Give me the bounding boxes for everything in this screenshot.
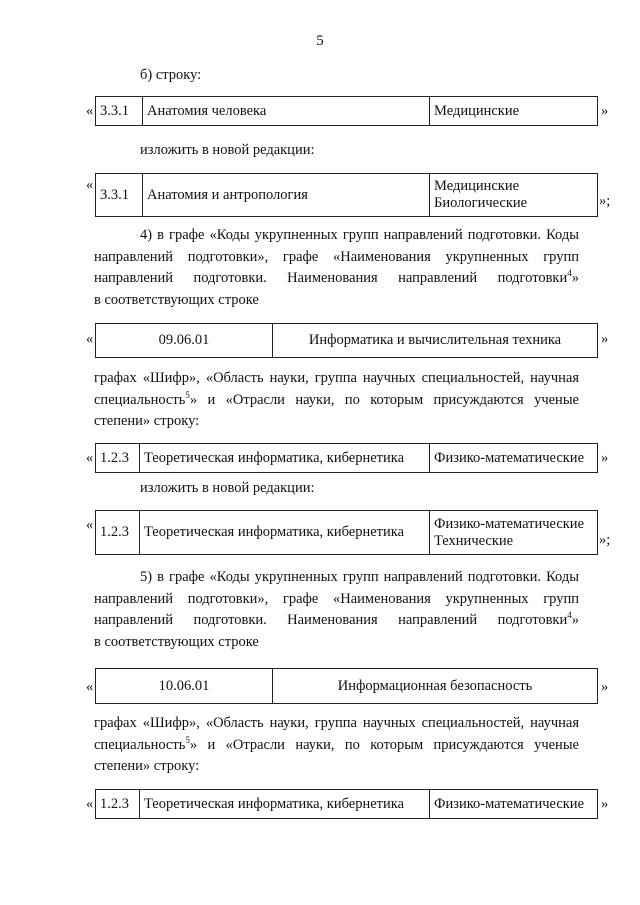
row5-code: 1.2.3 xyxy=(96,511,140,555)
row4-table xyxy=(95,443,598,473)
row5-open-quote: « xyxy=(86,517,94,533)
row3-close-quote: » xyxy=(601,331,609,347)
p5b-line2b: » и «Отрасли науки, по которым присуждаются ученые xyxy=(189,736,579,753)
row1-table xyxy=(95,96,598,126)
row2-name: Анатомия и антропология xyxy=(143,174,430,217)
row6-name: Информационная безопасность xyxy=(273,669,598,704)
p4-line3-end: » xyxy=(571,270,579,286)
p4b-line2b: » и «Отрасли науки, по которым присуждаются ученые xyxy=(189,391,579,408)
paragraph-5 xyxy=(94,567,579,653)
row1-branch: Медицинские xyxy=(430,97,598,126)
intro-b xyxy=(94,65,579,87)
p4b-line2a: специальность xyxy=(94,391,186,408)
row4-open-quote: « xyxy=(86,450,94,466)
paragraph-4b xyxy=(94,368,579,433)
new-edition-2-text: изложить в новой редакции: xyxy=(140,480,315,496)
p5-line4: в соответствующих строке xyxy=(94,633,259,650)
page-number: 5 xyxy=(316,33,324,49)
intro-b-text: б) строку: xyxy=(140,67,202,83)
row3-table xyxy=(95,323,598,358)
row5-name: Теоретическая информатика, кибернетика xyxy=(140,511,430,555)
row5-close-quote: »; xyxy=(599,532,611,548)
row2-branch xyxy=(430,174,598,217)
row6-table xyxy=(95,668,598,704)
p5b-line2a: специальность xyxy=(94,736,186,753)
row6-code: 10.06.01 xyxy=(96,669,273,704)
row2-code: 3.3.1 xyxy=(96,174,143,217)
p5b-line2 xyxy=(94,735,579,757)
row2-branch-1: Медицинские xyxy=(434,178,520,194)
p5b-footnote-ref: 5 xyxy=(185,734,190,745)
row1-close-quote: » xyxy=(601,103,609,119)
new-edition-1-text: изложить в новой редакции: xyxy=(140,142,315,158)
row5-branch-2: Технические xyxy=(434,532,514,549)
row7-table xyxy=(95,789,598,819)
row5-table xyxy=(95,510,598,555)
new-edition-1 xyxy=(94,140,579,162)
row1-open-quote: « xyxy=(86,103,94,119)
row2-open-quote: « xyxy=(86,177,94,193)
p4-line3-text: направлений подготовки. Наименования направлений подготовки xyxy=(94,270,568,286)
row1-code: 3.3.1 xyxy=(96,97,143,126)
row5-branch-1: Физико-математические xyxy=(434,515,584,532)
row2-table xyxy=(95,173,598,217)
row6-open-quote: « xyxy=(86,679,94,695)
row3-name: Информатика и вычислительная техника xyxy=(273,324,598,358)
row7-branch: Физико-математические xyxy=(430,790,598,819)
new-edition-2 xyxy=(94,478,579,500)
p4b-line2 xyxy=(94,390,579,412)
p4b-line3: степени» строку: xyxy=(94,413,200,429)
p4-footnote-ref: 4 xyxy=(567,268,572,279)
p4b-line1: графах «Шифр», «Область науки, группа научных специальностей, научная xyxy=(94,370,579,386)
p5-line3 xyxy=(94,610,579,632)
p4-line2: направлений подготовки», графе «Наименования укрупненных групп xyxy=(94,248,579,265)
row4-code: 1.2.3 xyxy=(96,444,140,473)
p5-line2: направлений подготовки», графе «Наименования укрупненных групп xyxy=(94,590,579,607)
paragraph-5b xyxy=(94,713,579,778)
row7-close-quote: » xyxy=(601,796,609,812)
p4-line3 xyxy=(94,268,579,290)
row2-branch-2: Биологические xyxy=(434,195,528,211)
row3-code: 09.06.01 xyxy=(96,324,273,358)
p5-line3-end: » xyxy=(571,612,579,628)
row1-name: Анатомия человека xyxy=(143,97,430,126)
row3-open-quote: « xyxy=(86,331,94,347)
row4-branch: Физико-математические xyxy=(430,444,598,473)
p4-line4: в соответствующих строке xyxy=(94,291,259,308)
row2-close-quote: »; xyxy=(599,193,611,209)
p4b-footnote-ref: 5 xyxy=(185,389,190,400)
p4-line1: 4) в графе «Коды укрупненных групп направлений подготовки. Коды xyxy=(140,227,579,243)
row5-branch xyxy=(430,511,598,555)
p5b-line3: степени» строку: xyxy=(94,758,200,774)
p5-line1: 5) в графе «Коды укрупненных групп направлений подготовки. Коды xyxy=(140,569,579,585)
row7-open-quote: « xyxy=(86,796,94,812)
row6-close-quote: » xyxy=(601,679,609,695)
p5b-line1: графах «Шифр», «Область науки, группа научных специальностей, научная xyxy=(94,715,579,731)
row4-close-quote: » xyxy=(601,450,609,466)
p5-line3-text: направлений подготовки. Наименования направлений подготовки xyxy=(94,612,568,628)
row4-name: Теоретическая информатика, кибернетика xyxy=(140,444,430,473)
row7-name: Теоретическая информатика, кибернетика xyxy=(140,790,430,819)
row7-code: 1.2.3 xyxy=(96,790,140,819)
p5-footnote-ref: 4 xyxy=(567,610,572,621)
paragraph-4 xyxy=(94,225,579,311)
